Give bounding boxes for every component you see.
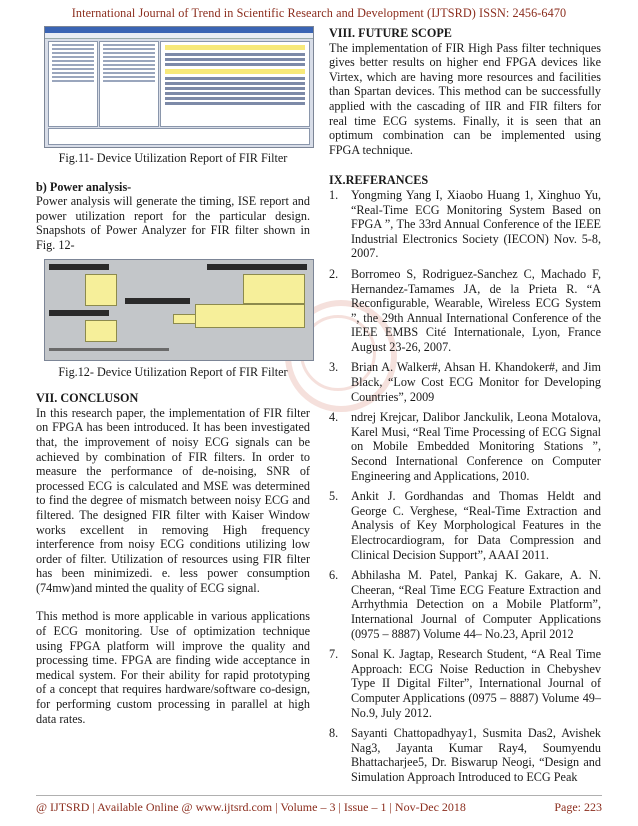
- figure-12-caption: Fig.12- Device Utilization Report of FIR Filter: [58, 364, 288, 379]
- figure-11-screenshot: [44, 26, 314, 148]
- reference-item: 3. Brian A. Walker#, Ahsan H. Khandoker#, and Jim Black, “Low Cost ECG Monitor for Developing Countries”, 2009: [329, 360, 601, 404]
- reference-item: 1. Yongming Yang I, Xiaobo Huang 1, Xinghuo Yu, “Real-Time ECG Monitoring System Based on FPGA ”, The 33rd Annual Conference of the IEEE Industrial Electronics Society (IECON) Nov. 5-8, 2007.: [329, 187, 601, 261]
- left-column: [36, 26, 310, 726]
- conclusion-paragraph-1: In this research paper, the implementation of FIR filter on FPGA has been introduced. It has been investigated that, the improvement of noisy ECG signals can be achieved by combination of FIR filters. In order to measure the performance of de-noising, SNR of processed ECG is calculated and MSE was determined to find the degree of mismatch between noisy ECG and filtered. The designed FIR filter with Kaiser Window works excellent in removing High frequency interference from noisy ECG conditions utilizing low order of filter. Utilization of resources using FIR filter has been minimizedi. e. less power consumption (74mw)and minted the quality of ECG signal.: [36, 405, 310, 595]
- future-scope-heading: VIII. FUTURE SCOPE: [329, 26, 452, 40]
- future-scope-text: The implementation of FIR High Pass filter techniques gives better results on higher end FPGA devices like Virtex, which are having more resources and facilities than Spartan devices. This method can be successfully applied with the cascading of IIR and FIR filters for real time ECG systems. Finally, it is seen that an optimum combination can be implemented using FPGA technique.: [329, 40, 601, 157]
- reference-item: 6. Abhilasha M. Patel, Pankaj K. Gakare, A. N. Cheeran, “Real Time ECG Feature Extraction and Arrhythmia Detection on a Mobile Platform”, International Journal of Computer Applications (0975 – 8887) Volume 44– No.23, April 2012: [329, 568, 601, 641]
- power-analysis-heading: b) Power analysis-: [36, 179, 132, 194]
- journal-header: International Journal of Trend in Scientific Research and Development (IJTSRD) ISSN: 2456-6470: [71, 6, 567, 20]
- right-column: [329, 26, 601, 791]
- reference-item: 8. Sayanti Chattopadhyay1, Susmita Das2, Avishek Nag3, Jayanta Kumar Ray4, Soumyendu Bhattacharjee5, Dr. Biswarup Neogi, “Design and Simulation Approach Introduced to ECG Peak: [329, 726, 601, 784]
- footer-info: @ IJTSRD | Available Online @ www.ijtsrd.com | Volume – 3 | Issue – 1 | Nov-Dec 2018: [36, 800, 466, 814]
- references-heading: IX.REFERANCES: [329, 173, 429, 188]
- power-analysis-text: Power analysis will generate the timing, ISE report and power utilization report for the particular design. Snapshots of Power Analyzer for FIR filter shown in Fig. 12-: [36, 194, 310, 252]
- page-number: Page: 223: [554, 800, 602, 814]
- reference-item: 7. Sonal K. Jagtap, Research Student, “A Real Time Approach: ECG Noise Reduction in Chebyshev Type II Digital Filter”, International Journal of Computer Applications (0975 – 8887) Volume 49– No.9, July 2012.: [329, 647, 601, 720]
- conclusion-heading: VII. CONCLUSON: [36, 391, 139, 406]
- reference-item: 2. Borromeo S, Rodriguez-Sanchez C, Machado F, Hernandez-Tamames JA, de la Prieta R. “A Reconfigurable, Wearable, Wireless ECG System ”, the 29th Annual International Conference of the IEEE EMBS Cité Internationale, Lyon, France August 23-26, 2007.: [329, 266, 601, 354]
- reference-item: 4. ndrej Krejcar, Dalibor Janckulik, Leona Motalova, Karel Musi, “Real Time Processing of ECG Signal on Mobile Embedded Monitoring Stations ”, Second International Conference on Computer Engineering and Applications, 2010.: [329, 410, 601, 483]
- figure-12-screenshot: [44, 259, 314, 361]
- reference-item: 5. Ankit J. Gordhandas and Thomas Heldt and George C. Verghese, “Real-Time Extraction and Analysis of Key Morphological Features in the Electrocardiogram, for Data Compression and Clinical Decision Support”, AAAI 2011.: [329, 489, 601, 562]
- page-footer: [36, 795, 602, 815]
- figure-11-caption: Fig.11- Device Utilization Report of FIR Filter: [58, 151, 288, 165]
- references-list: [329, 188, 601, 785]
- conclusion-paragraph-2: This method is more applicable in various applications of ECG monitoring. Use of optimization technique using FPGA platform will improve the quality and processing time. FPGA are finding wide acceptance in medical system. For their ability for rapid prototyping of a concept that requires hardware/software co-design, for performing custom processing in parallel at high data rates.: [36, 609, 310, 726]
